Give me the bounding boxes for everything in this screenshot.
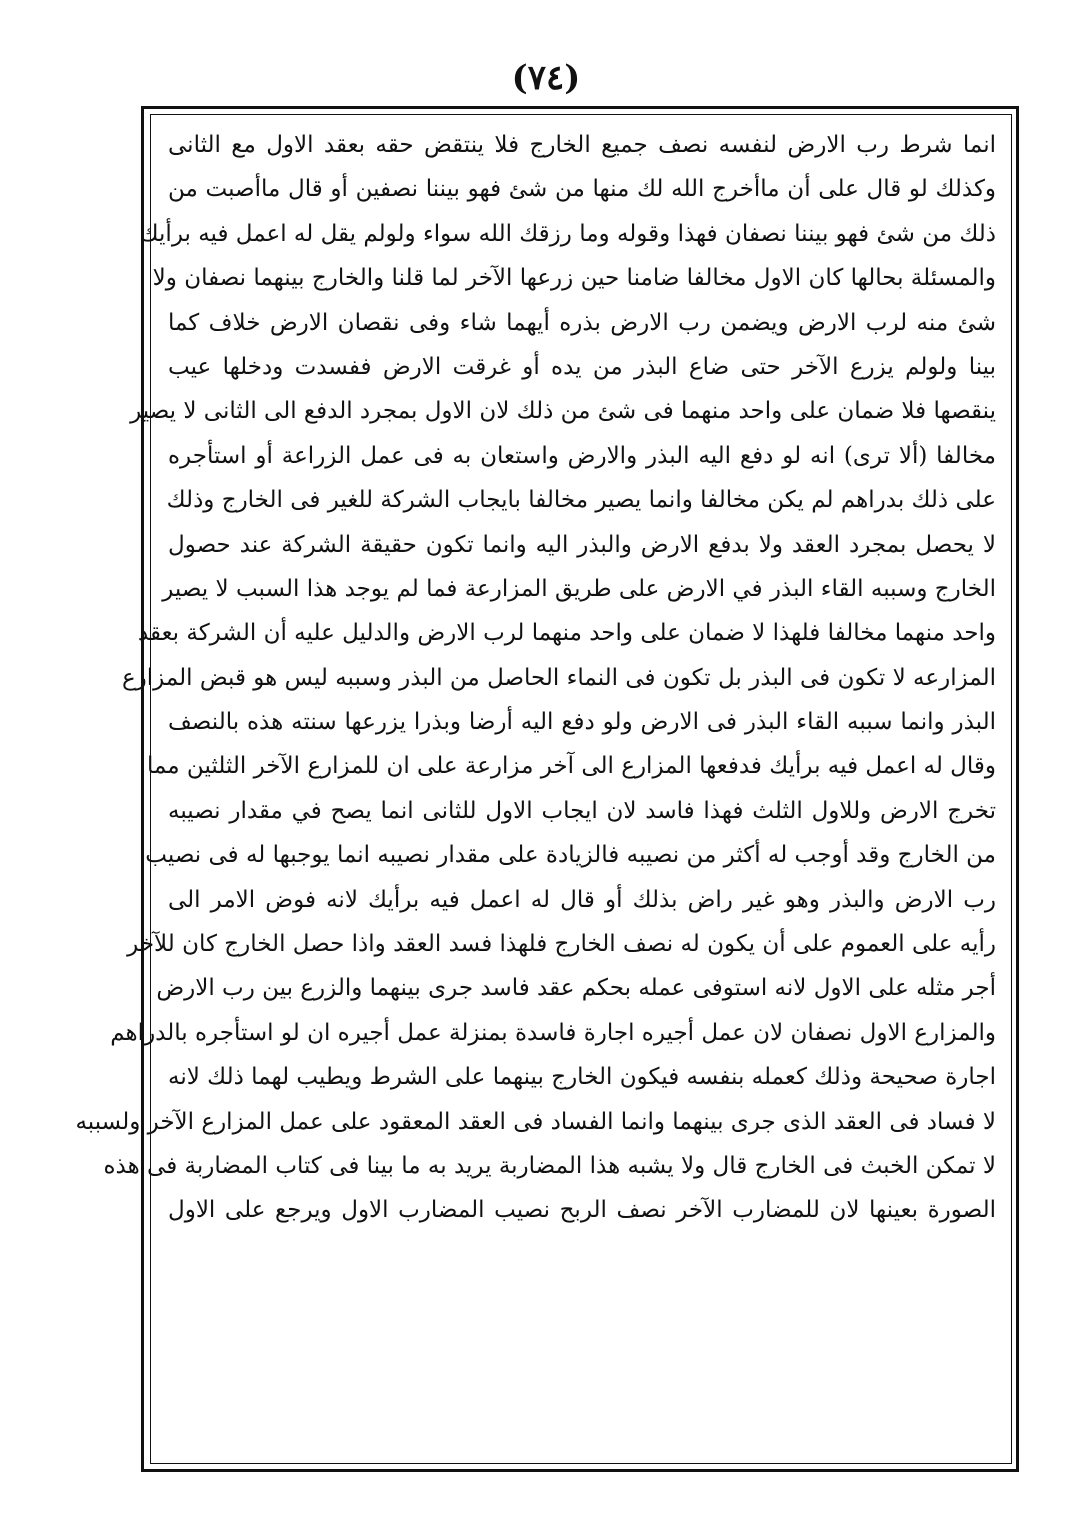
text-line: وكذلك لو قال على أن ماأخرج الله لك منها من شئ فهو بيننا نصفين أو قال ماأصبت من <box>168 176 996 203</box>
text-line: من الخارج وقد أوجب له أكثر من نصيبه فالزيادة على مقدار نصيبه انما يوجبها له فى نصيب <box>145 842 996 869</box>
text-line: على ذلك بدراهم لم يكن مخالفا وانما يصير مخالفا بايجاب الشركة للغير فى الخارج وذلك <box>166 487 996 514</box>
text-line: والمسئلة بحالها كان الاول مخالفا ضامنا حين زرعها الآخر لما قلنا والخارج بينهما نصفان ولا <box>152 265 996 292</box>
text-line: لا يحصل بمجرد العقد ولا بدفع الارض والبذر اليه وانما تكون حقيقة الشركة عند حصول <box>168 531 996 558</box>
text-line: وقال له اعمل فيه برأيك فدفعها المزارع الى آخر مزارعة على ان للمزارع الآخر الثلثين مما <box>147 753 996 780</box>
text-line: أجر مثله على الاول لانه استوفى عمله بحكم عقد فاسد جرى بينهما والزرع بين رب الارض <box>156 975 996 1002</box>
text-line: تخرج الارض وللاول الثلث فهذا فاسد لان ايجاب الاول للثانى انما يصح في مقدار نصيبه <box>168 797 996 824</box>
text-line: بينا ولولم يزرع الآخر حتى ضاع البذر من يده أو غرقت الارض ففسدت ودخلها عيب <box>168 353 996 380</box>
text-line: انما شرط رب الارض لنفسه نصف جميع الخارج فلا ينتقض حقه بعقد الاول مع الثانى <box>168 132 996 158</box>
text-line: رأيه على العموم على أن يكون له نصف الخارج فلهذا فسد العقد واذا حصل الخارج كان للآخر <box>127 931 996 958</box>
text-line: الخارج وسببه القاء البذر في الارض على طريق المزارعة فما لم يوجد هذا السبب لا يصير <box>162 575 996 602</box>
text-line: والمزارع الاول نصفان لان عمل أجيره اجارة فاسدة بمنزلة عمل أجيره ان لو استأجره بالدراهم <box>110 1019 996 1046</box>
text-line: ينقصها فلا ضمان على واحد منهما فى شئ من ذلك لان الاول بمجرد الدفع الى الثانى لا يصير <box>130 398 996 425</box>
text-line: لا فساد فى العقد الذى جرى بينهما وانما الفساد فى العقد المعقود على عمل المزارع الآخر ولسببه <box>75 1108 996 1135</box>
text-line: رب الارض والبذر وهو غير راض بذلك أو قال له اعمل فيه برأيك لانه فوض الامر الى <box>168 886 996 913</box>
text-line: اجارة صحيحة وذلك كعمله بنفسه فيكون الخارج بينهما على الشرط ويطيب لهما ذلك لانه <box>168 1064 996 1091</box>
text-line: مخالفا (ألا ترى) انه لو دفع اليه البذر والارض واستعان به فى عمل الزراعة أو استأجره <box>168 442 996 469</box>
text-line: ذلك من شئ فهو بيننا نصفان فهذا وقوله وما رزقك الله سواء ولولم يقل له اعمل فيه برأيك <box>139 220 996 247</box>
text-line: الصورة بعينها لان للمضارب الآخر نصف الربح نصيب المضارب الاول ويرجع على الاول <box>168 1197 996 1224</box>
text-line: واحد منهما مخالفا فلهذا لا ضمان على واحد منهما لرب الارض والدليل عليه أن الشركة بعقد <box>137 620 996 647</box>
page-number: (٧٤) <box>511 58 581 98</box>
text-line: المزارعه لا تكون فى البذر بل تكون فى النماء الحاصل من البذر وسببه ليس هو قبض المزارع <box>121 664 996 691</box>
text-line: لا تمكن الخبث فى الخارج قال ولا يشبه هذا المضاربة يريد به ما بينا فى كتاب المضاربة فى هذه <box>103 1152 996 1179</box>
body-text <box>75 123 996 1233</box>
text-line: البذر وانما سببه القاء البذر فى الارض ولو دفع اليه أرضا وبذرا يزرعها سنته هذه بالنصف <box>168 709 996 736</box>
text-line: شئ منه لرب الارض ويضمن رب الارض بذره أيهما شاء وفى نقصان الارض خلاف كما <box>168 309 996 336</box>
